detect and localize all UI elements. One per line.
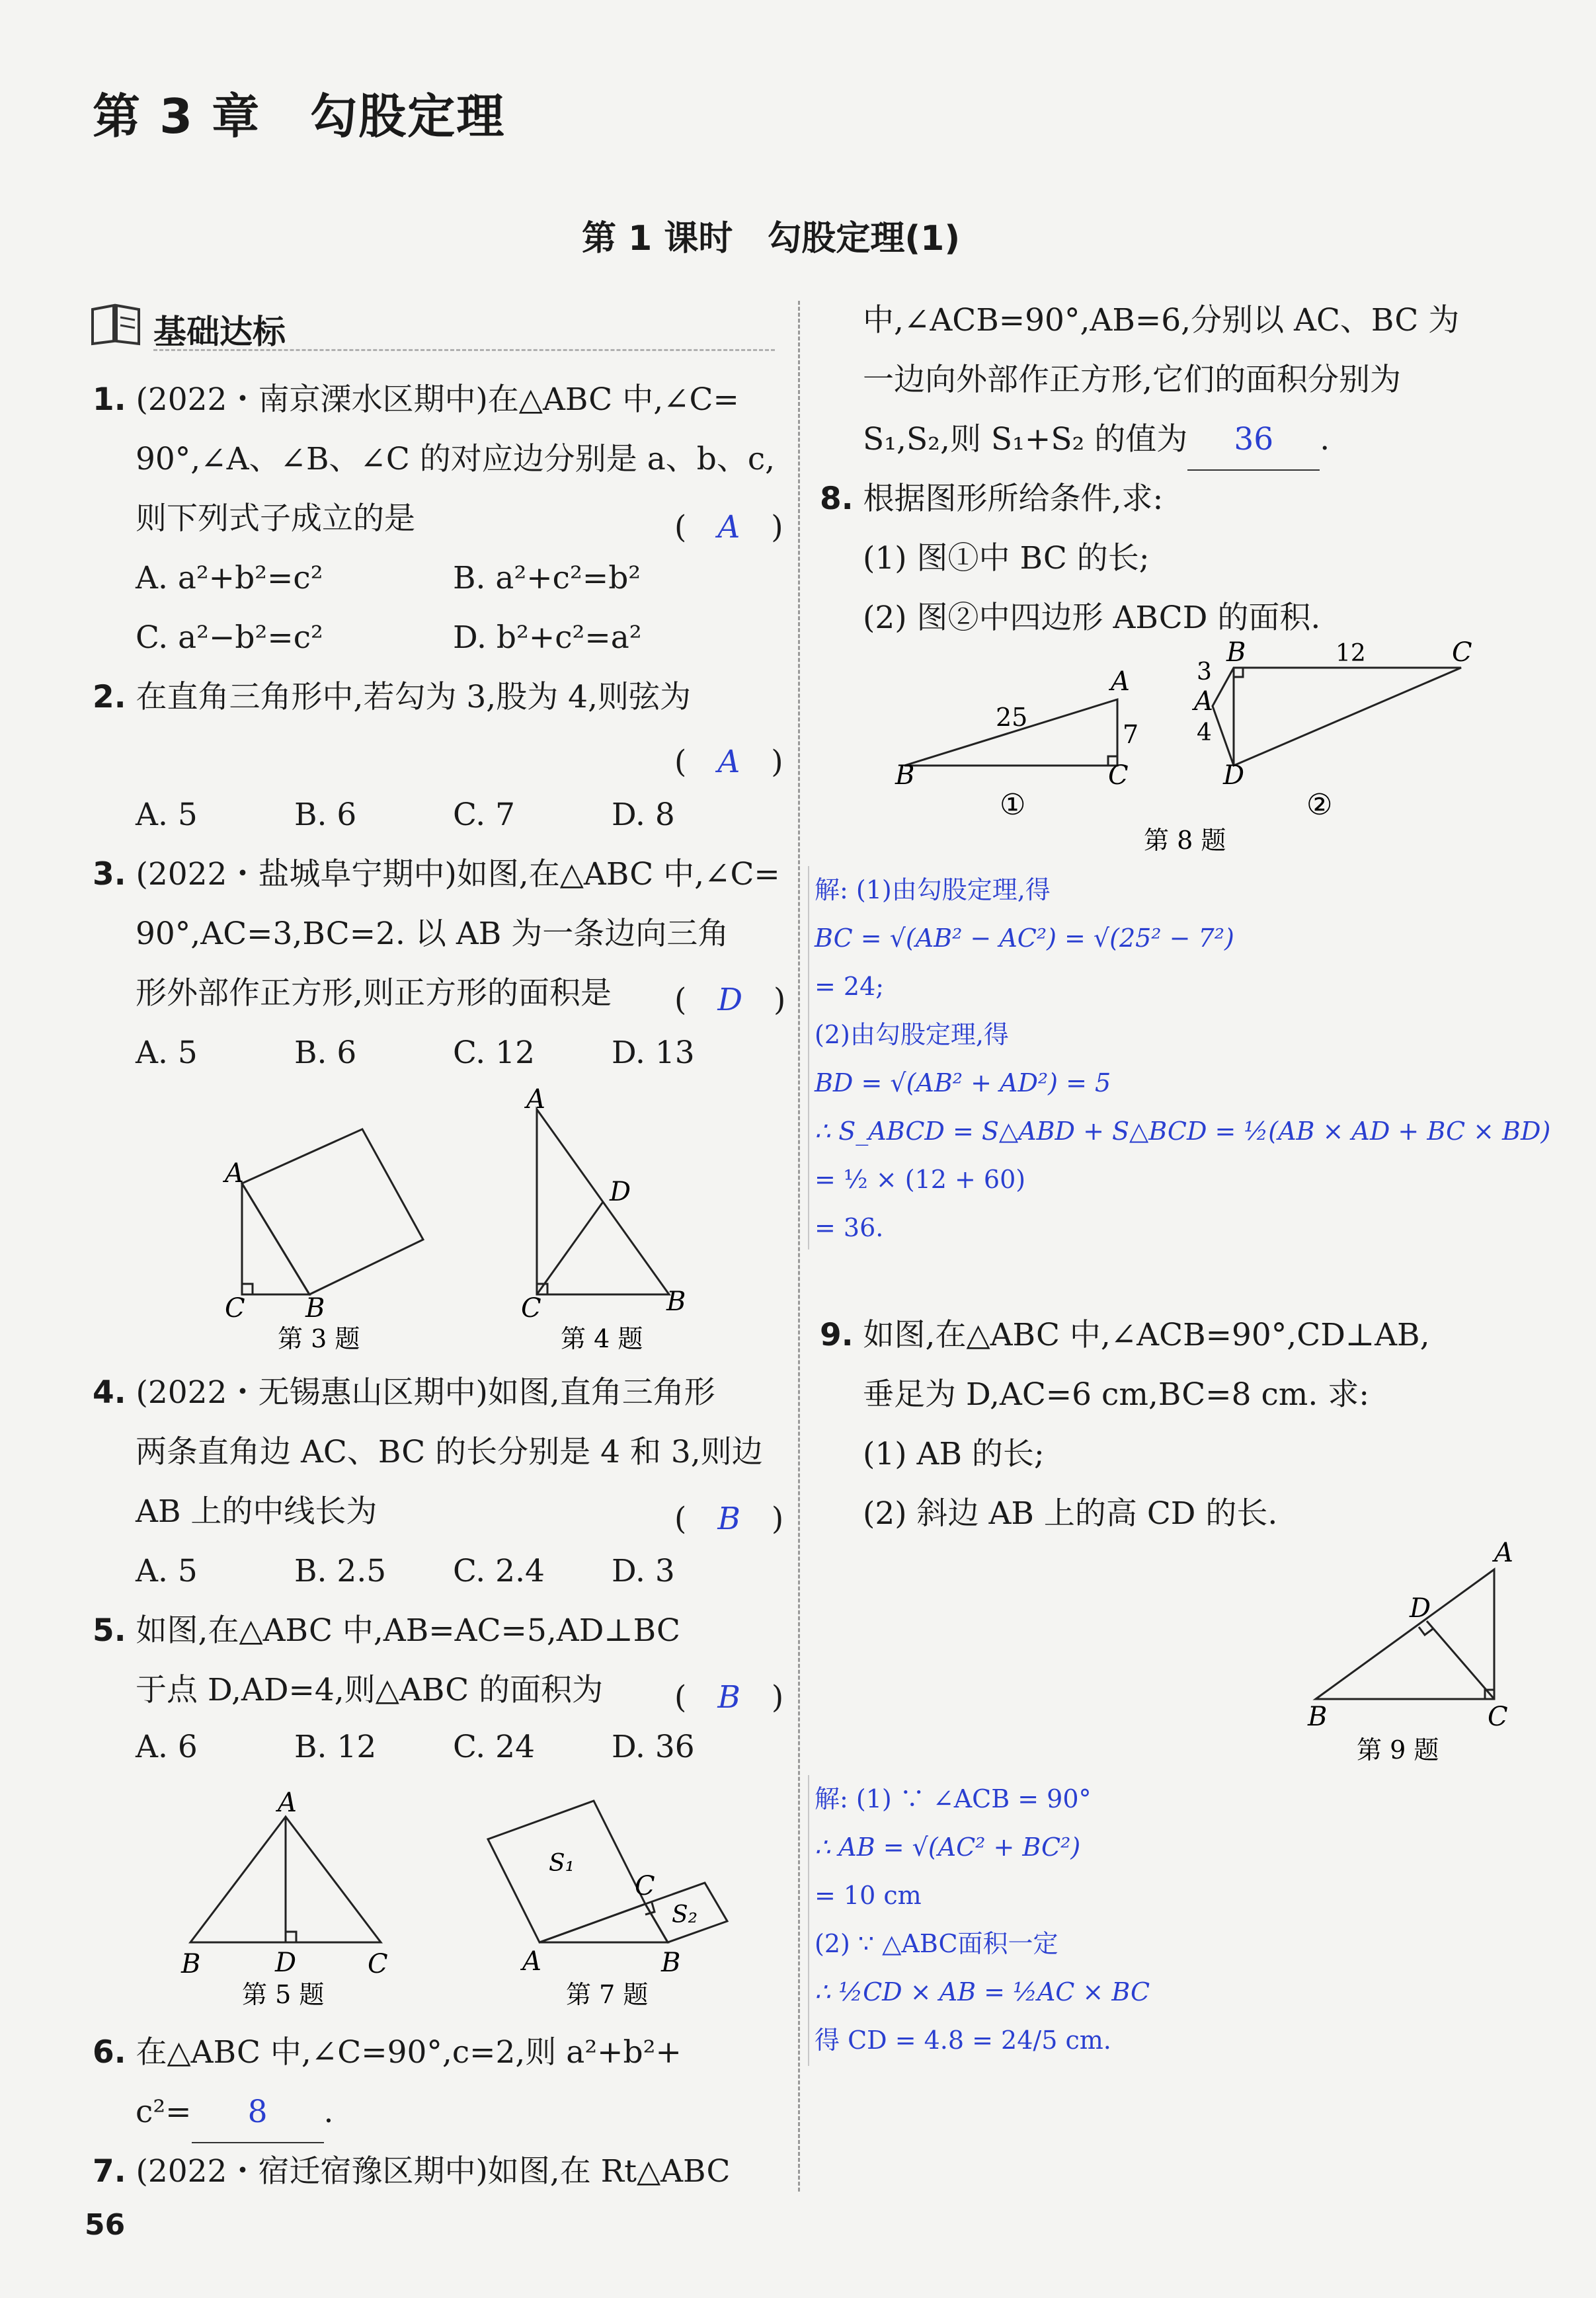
figure-4 (537, 1109, 669, 1294)
fig9-label-a: A (1494, 1538, 1513, 1568)
section-rule (153, 349, 775, 351)
sol8-line: = 36. (815, 1213, 884, 1242)
fig8-len-3: 3 (1197, 658, 1212, 686)
fig8-sub-2: ② (1306, 788, 1333, 822)
q4-line2: 两条直角边 AC、BC 的长分别是 4 和 3,则边 (136, 1434, 763, 1470)
fig4-label-b: B (666, 1287, 686, 1317)
fig3-label-a: A (225, 1158, 244, 1189)
q3-opt-c: C. 12 (453, 1035, 535, 1071)
q2-opt-c: C. 7 (453, 797, 516, 833)
fig3-label-b: B (305, 1293, 325, 1324)
q2-opt-d: D. 8 (612, 797, 675, 833)
q9-line2: 垂足为 D,AC=6 cm,BC=8 cm. 求: (863, 1376, 1370, 1413)
fig4-label-d: D (610, 1177, 631, 1207)
fig5-label-d: D (275, 1948, 297, 1978)
fig5-caption: 第 5 题 (242, 1980, 325, 2009)
fig8-len-4: 4 (1197, 719, 1212, 746)
q7-line3: 一边向外部作正方形,它们的面积分别为 (863, 362, 1401, 398)
lesson-title: 第 1 课时 勾股定理(1) (582, 219, 961, 258)
fig7-label-a: A (522, 1946, 541, 1977)
q4-opt-b: B. 2.5 (294, 1553, 387, 1589)
fig8-caption: 第 8 题 (1144, 826, 1226, 855)
q8: 8. 根据图形所给条件,求: (820, 481, 1164, 517)
q4-answer: ( B ) (674, 1501, 784, 1537)
q3: 3. (2022・盐城阜宁期中)如图,在△ABC 中,∠C= (93, 856, 780, 892)
q3-opt-b: B. 6 (294, 1035, 357, 1071)
q8-line2: (1) 图①中 BC 的长; (863, 540, 1150, 576)
q1-opt-a: A. a²+b²=c² (136, 560, 323, 596)
q9: 9. 如图,在△ABC 中,∠ACB=90°,CD⊥AB, (820, 1317, 1430, 1353)
fig7-label-c: C (635, 1871, 655, 1901)
q1-line3: 则下列式子成立的是 (136, 500, 415, 537)
section-title: 基础达标 (153, 313, 286, 351)
fig4-label-a: A (526, 1084, 545, 1115)
fig8-label-c1: C (1108, 760, 1129, 791)
q5-opt-b: B. 12 (294, 1729, 377, 1765)
q3-line2: 90°,AC=3,BC=2. 以 AB 为一条边向三角 (136, 916, 729, 952)
figures-5-7 (172, 1785, 767, 2010)
fig7-caption: 第 7 题 (566, 1980, 649, 2009)
q8-line3: (2) 图②中四边形 ABCD 的面积. (863, 600, 1321, 636)
q6: 6. 在△ABC 中,∠C=90°,c=2,则 a²+b²+ (93, 2034, 682, 2071)
fig3-caption: 第 3 题 (278, 1324, 360, 1353)
q5-opt-c: C. 24 (453, 1729, 535, 1765)
sol9-line: 得 CD = 4.8 = 24/5 cm. (815, 2026, 1111, 2055)
sol9-line: ∴ AB = √(AC² + BC²) (815, 1833, 1081, 1862)
fig8-label-a2: A (1194, 686, 1213, 717)
q2: 2. 在直角三角形中,若勾为 3,股为 4,则弦为 (93, 679, 692, 715)
q9-line3: (1) AB 的长; (863, 1436, 1045, 1472)
q1-opt-b: B. a²+c²=b² (453, 560, 641, 596)
fig8-label-b1: B (895, 760, 915, 791)
q4-opt-c: C. 2.4 (453, 1553, 545, 1589)
figure-9 (1296, 1534, 1521, 1772)
sol8-line: (2)由勾股定理,得 (815, 1020, 1009, 1049)
q5-answer: ( B ) (674, 1679, 784, 1716)
sol9-line: 解: (1) ∵ ∠ACB = 90° (815, 1784, 1092, 1813)
fig8-sub-1: ① (1000, 788, 1026, 822)
q2-opt-b: B. 6 (294, 797, 357, 833)
q5-opt-d: D. 36 (612, 1729, 695, 1765)
q7-line2: 中,∠ACB=90°,AB=6,分别以 AC、BC 为 (863, 302, 1460, 338)
fig5-label-c: C (368, 1949, 388, 1979)
figure-8 (886, 635, 1494, 866)
q4: 4. (2022・无锡惠山区期中)如图,直角三角形 (93, 1374, 715, 1411)
sol9-line: = 10 cm (815, 1881, 922, 1910)
fig9-label-c: C (1488, 1702, 1508, 1732)
fig8-label-b2: B (1226, 637, 1246, 668)
q4-opt-d: D. 3 (612, 1553, 675, 1589)
sol9-line: ∴ ½CD × AB = ½AC × BC (815, 1977, 1150, 2006)
fig5-label-b: B (181, 1949, 201, 1979)
fig4-label-c: C (521, 1293, 541, 1324)
q6-answer: 8 (247, 2094, 268, 2130)
book-icon (87, 296, 147, 349)
sol8-line: = 24; (815, 972, 885, 1001)
sol8-line: = ½ × (12 + 60) (815, 1165, 1026, 1194)
q5-line2: 于点 D,AD=4,则△ABC 的面积为 (136, 1672, 604, 1708)
column-divider (798, 301, 800, 2192)
fig7-label-s2: S₂ (672, 1901, 698, 1928)
fig5-label-a: A (278, 1788, 297, 1818)
page-number: 56 (85, 2208, 126, 2242)
figure-5 (190, 1817, 381, 1942)
q7: 7. (2022・宿迁宿豫区期中)如图,在 Rt△ABC (93, 2153, 731, 2190)
fig9-label-b: B (1308, 1702, 1328, 1732)
fig8-label-d2: D (1223, 760, 1245, 791)
q7-answer: 36 (1234, 421, 1274, 457)
q1: 1. (2022・南京溧水区期中)在△ABC 中,∠C= (93, 381, 739, 418)
sol8-line: BD = √(AB² + AD²) = 5 (815, 1068, 1111, 1097)
fig7-label-s1: S₁ (549, 1850, 575, 1877)
fig9-label-d: D (1410, 1593, 1431, 1624)
q9-line4: (2) 斜边 AB 上的高 CD 的长. (863, 1495, 1278, 1532)
q5-opt-a: A. 6 (136, 1729, 198, 1765)
q4-opt-a: A. 5 (136, 1553, 198, 1589)
q3-line3: 形外部作正方形,则正方形的面积是 (136, 975, 612, 1011)
q7-line4: S₁,S₂,则 S₁+S₂ 的值为 36 . (863, 410, 1330, 471)
fig3-label-c: C (225, 1293, 245, 1324)
fig8-label-c2: C (1452, 637, 1472, 668)
fig8-len-25: 25 (996, 703, 1028, 732)
q4-line3: AB 上的中线长为 (136, 1493, 378, 1530)
sol8-line: BC = √(AB² − AC²) = √(25² − 7²) (815, 924, 1234, 953)
fig8-len-12: 12 (1336, 640, 1366, 667)
solution-9 (808, 1775, 1470, 2066)
q5: 5. 如图,在△ABC 中,AB=AC=5,AD⊥BC (93, 1612, 680, 1649)
chapter-title: 第 3 章 勾股定理 (93, 89, 506, 144)
q3-opt-d: D. 13 (612, 1035, 695, 1071)
sol9-line: (2) ∵ △ABC面积一定 (815, 1929, 1058, 1958)
q1-line2: 90°,∠A、∠B、∠C 的对应边分别是 a、b、c, (136, 441, 776, 477)
fig9-caption: 第 9 题 (1357, 1735, 1439, 1764)
fig7-label-b: B (661, 1948, 681, 1978)
q3-opt-a: A. 5 (136, 1035, 198, 1071)
fig8-label-a1: A (1111, 666, 1130, 697)
q1-answer: ( A ) (674, 509, 783, 545)
q1-opt-d: D. b²+c²=a² (453, 619, 642, 656)
sol8-line: ∴ S_ABCD = S△ABD + S△BCD = ½(AB × AD + BC × BD) (815, 1117, 1551, 1146)
figures-3-4 (198, 1084, 767, 1362)
figure-3 (242, 1129, 423, 1294)
q2-answer: ( A ) (674, 744, 783, 780)
fig8-len-7: 7 (1123, 720, 1139, 749)
q2-opt-a: A. 5 (136, 797, 198, 833)
q3-answer: ( D ) (674, 982, 786, 1018)
q6-line2: c²= 8 . (136, 2082, 334, 2143)
sol8-line: 解: (1)由勾股定理,得 (815, 875, 1051, 904)
fig4-caption: 第 4 题 (561, 1324, 643, 1353)
q1-opt-c: C. a²−b²=c² (136, 619, 323, 656)
solution-8 (808, 866, 1551, 1249)
